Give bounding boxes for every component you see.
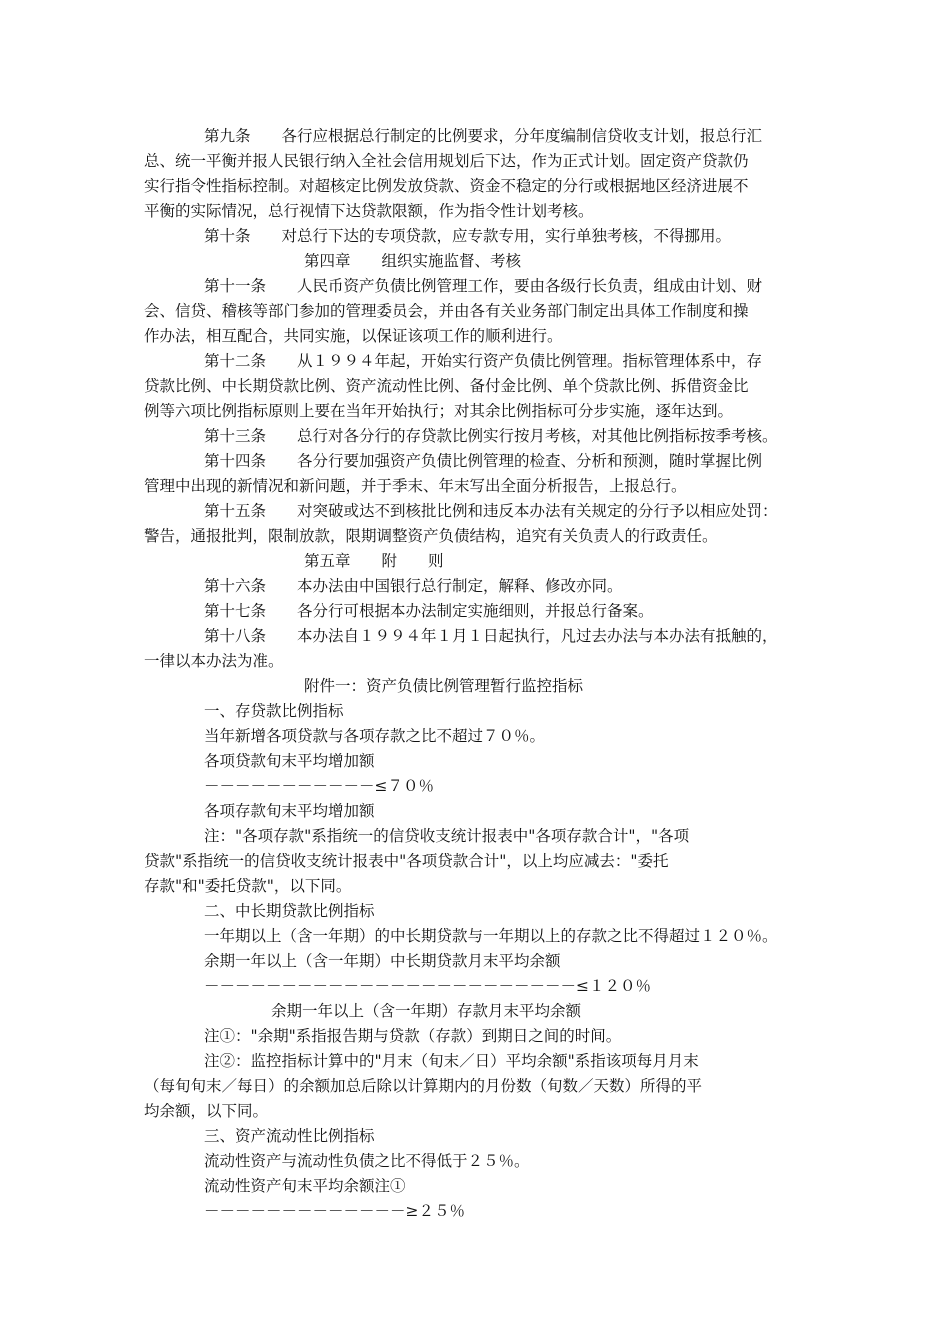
article-11-line-2: 会、信贷、稽核等部门参加的管理委员会，并由各有关业务部门制定出具体工作制度和操	[144, 302, 749, 320]
section-2-numerator: 余期一年以上（含一年期）中长期贷款月末平均余额	[204, 952, 561, 970]
article-17: 第十七条 各分行可根据本办法制定实施细则，并报总行备案。	[204, 602, 654, 620]
article-14-line-2: 管理中出现的新情况和新问题，并于季末、年末写出全面分析报告，上报总行。	[144, 477, 687, 495]
article-10: 第十条 对总行下达的专项贷款，应专款专用，实行单独考核，不得挪用。	[204, 227, 732, 245]
section-2-note-2-line-3: 均余额，以下同。	[144, 1102, 269, 1120]
section-1-numerator: 各项贷款旬末平均增加额	[204, 752, 375, 770]
section-1-rule: 当年新增各项贷款与各项存款之比不超过７０％。	[204, 727, 546, 745]
section-2-fraction-line: －－－－－－－－－－－－－－－－－－－－－－－－≤１２０％	[204, 977, 651, 995]
section-2-heading: 二、中长期贷款比例指标	[204, 902, 375, 920]
chapter-4-heading: 第四章 组织实施监督、考核	[304, 252, 522, 270]
article-11-line-3: 作办法，相互配合，共同实施，以保证该项工作的顺利进行。	[144, 327, 563, 345]
article-18-line-2: 一律以本办法为准。	[144, 652, 284, 670]
article-12-line-1: 第十二条 从１９９４年起，开始实行资产负债比例管理。指标管理体系中，存	[204, 352, 763, 370]
section-2-note-1: 注①："余期"系指报告期与贷款（存款）到期日之间的时间。	[204, 1027, 622, 1045]
section-3-rule: 流动性资产与流动性负债之比不得低于２５％。	[204, 1152, 530, 1170]
article-14-line-1: 第十四条 各分行要加强资产负债比例管理的检查、分析和预测，随时掌握比例	[204, 452, 763, 470]
section-1-fraction-line: －－－－－－－－－－－≤７０％	[204, 777, 434, 795]
article-12-line-3: 例等六项比例指标原则上要在当年开始执行；对其余比例指标可分步实施，逐年达到。	[144, 402, 734, 420]
article-18-line-1: 第十八条 本办法自１９９４年１月１日起执行，凡过去办法与本办法有抵触的，	[204, 627, 778, 645]
article-16: 第十六条 本办法由中国银行总行制定，解释、修改亦同。	[204, 577, 623, 595]
section-1-denominator: 各项存款旬末平均增加额	[204, 802, 375, 820]
article-9-line-1: 第九条 各行应根据总行制定的比例要求，分年度编制信贷收支计划，报总行汇	[204, 127, 763, 145]
article-15-line-2: 警告，通报批判，限制放款，限期调整资产负债结构，追究有关负责人的行政责任。	[144, 527, 718, 545]
article-9-line-4: 平衡的实际情况，总行视情下达贷款限额，作为指令性计划考核。	[144, 202, 594, 220]
section-3-heading: 三、资产流动性比例指标	[204, 1127, 375, 1145]
chapter-5-heading: 第五章 附 则	[304, 552, 444, 570]
article-12-line-2: 贷款比例、中长期贷款比例、资产流动性比例、备付金比例、单个贷款比例、拆借资金比	[144, 377, 749, 395]
section-2-note-2-line-1: 注②：监控指标计算中的"月末（旬末／日）平均余额"系指该项每月月末	[204, 1052, 699, 1070]
section-3-fraction-line: －－－－－－－－－－－－－≥２５％	[204, 1202, 465, 1220]
article-9-line-3: 实行指令性指标控制。对超核定比例发放贷款、资金不稳定的分行或根据地区经济进展不	[144, 177, 749, 195]
section-2-rule: 一年期以上（含一年期）的中长期贷款与一年期以上的存款之比不得超过１２０％。	[204, 927, 778, 945]
section-1-note-line-2: 贷款"系指统一的信贷收支统计报表中"各项贷款合计"，以上均应减去："委托	[144, 852, 669, 870]
section-1-note-line-1: 注："各项存款"系指统一的信贷收支统计报表中"各项存款合计"，"各项	[204, 827, 690, 845]
section-3-numerator: 流动性资产旬末平均余额注①	[204, 1177, 406, 1195]
article-9-line-2: 总、统一平衡并报人民银行纳入全社会信用规划后下达，作为正式计划。固定资产贷款仍	[144, 152, 749, 170]
section-2-denominator: 余期一年以上（含一年期）存款月末平均余额	[271, 1002, 582, 1020]
section-1-heading: 一、存贷款比例指标	[204, 702, 344, 720]
section-2-note-2-line-2: （每旬旬末／每日）的余额加总后除以计算期内的月份数（旬数／天数）所得的平	[144, 1077, 703, 1095]
article-11-line-1: 第十一条 人民币资产负债比例管理工作，要由各级行长负责，组成由计划、财	[204, 277, 763, 295]
annex-1-heading: 附件一：资产负债比例管理暂行监控指标	[304, 677, 584, 695]
article-13: 第十三条 总行对各分行的存贷款比例实行按月考核，对其他比例指标按季考核。	[204, 427, 778, 445]
section-1-note-line-3: 存款"和"委托贷款"，以下同。	[144, 877, 352, 895]
article-15-line-1: 第十五条 对突破或达不到核批比例和违反本办法有关规定的分行予以相应处罚：	[204, 502, 778, 520]
